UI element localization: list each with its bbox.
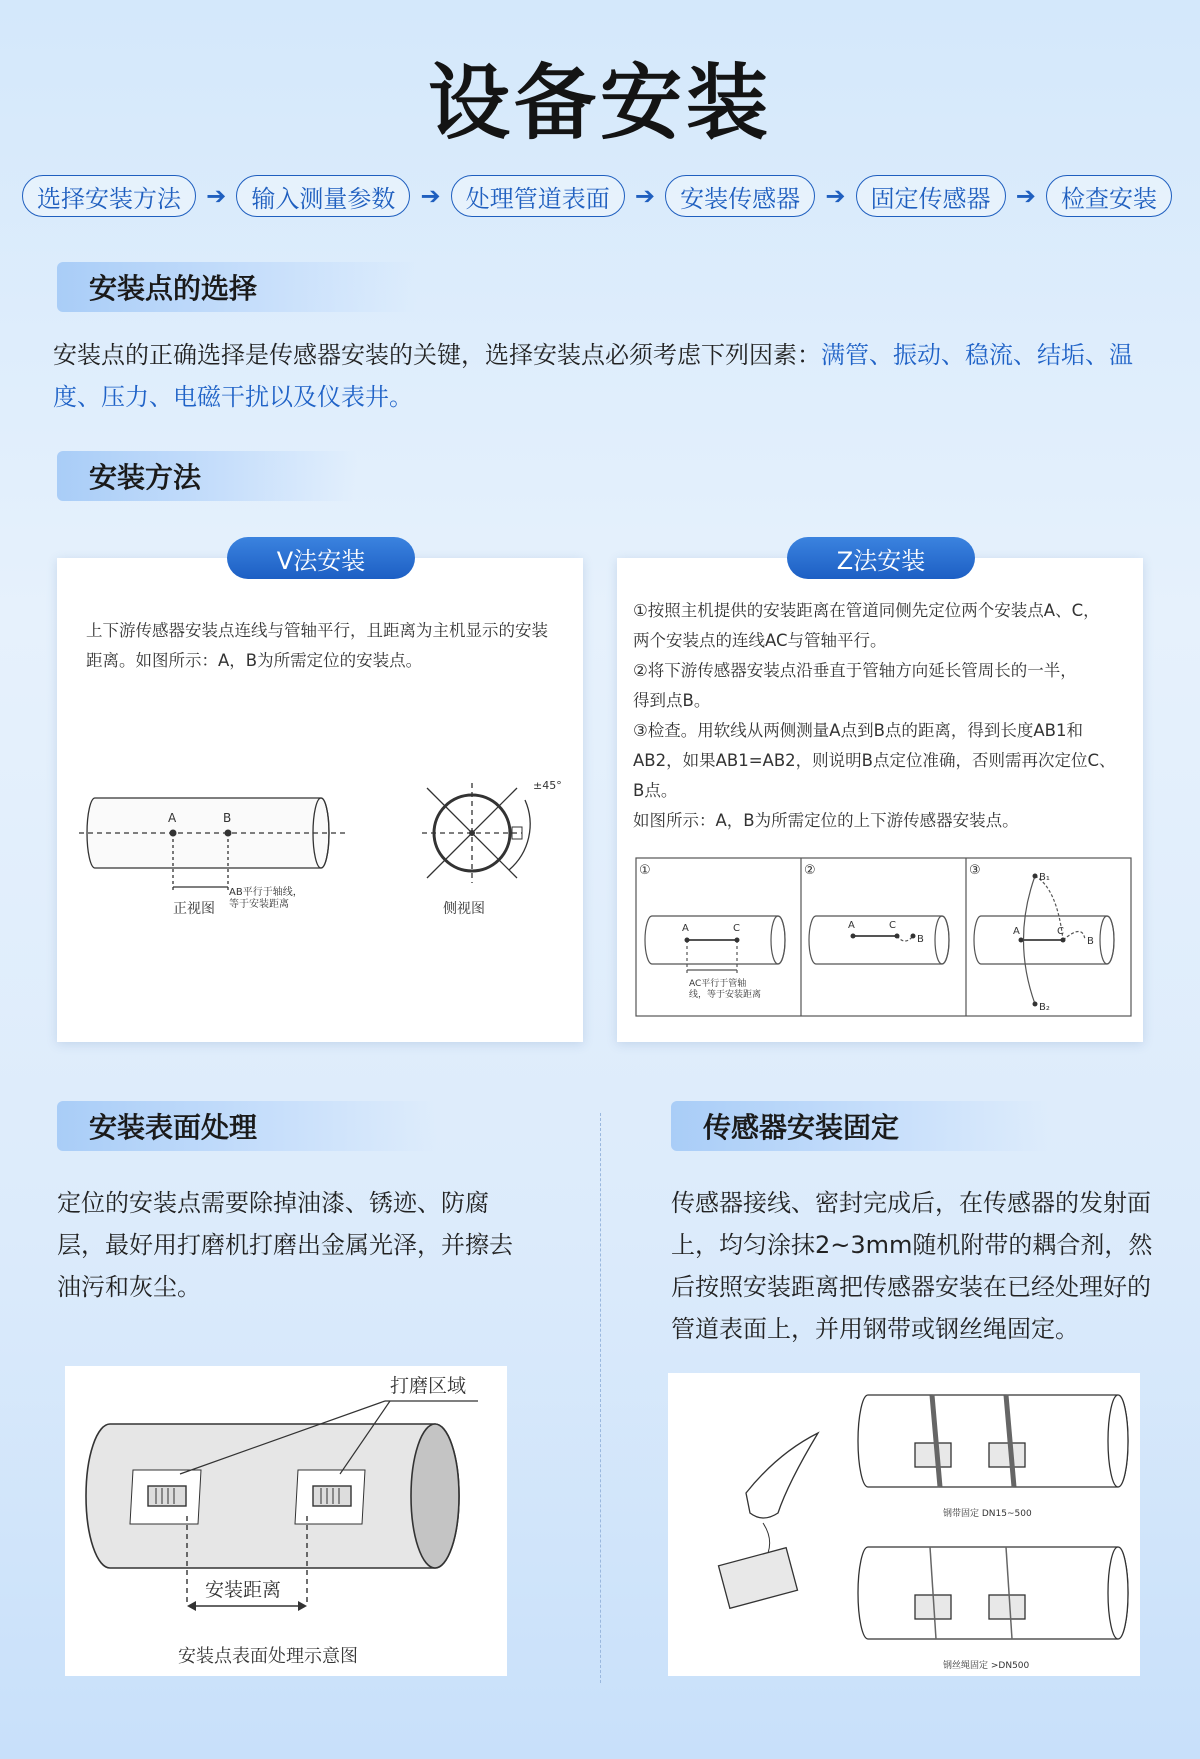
z-line-5: ③检查。用软线从两侧测量A点到B点的距离，得到长度AB1和 [633,721,1084,740]
side-center-marker [469,830,475,836]
z-p3-a: A [1013,926,1020,937]
step-fix-sensor: 固定传感器 [856,175,1006,217]
z-p1-a: A [682,923,689,934]
v-note-line1: AB平行于轴线， [229,887,303,898]
z-p1-a-marker [685,938,690,943]
distance-label: 安装距离 [205,1579,282,1601]
z-line-8: 如图所示：A，B为所需定位的上下游传感器安装点。 [633,811,1019,830]
step-input-params: 输入测量参数 [236,175,410,217]
point-b-marker [225,830,232,837]
v-label-b: B [223,811,232,825]
v-method-text: 上下游传感器安装点连线与管轴平行，且距离为主机显示的安装距离。如图所示：A，B为所需定位的安装点。 [86,621,548,670]
z-p1-note-2: 线，等于安装距离 [689,990,762,1000]
v-method-tab: V法安装 [227,537,415,579]
v-side-caption: 侧视图 [443,901,485,917]
section-heading-point-selection: 安装点的选择 [57,262,417,312]
z-method-tab: Z法安装 [787,537,975,579]
z-panel-3-num: ③ [969,863,981,878]
z-method-card [617,558,1143,1042]
surface-figure [65,1366,507,1676]
arrow-right-icon: ➔ [420,182,441,210]
z-line-7: B点。 [633,781,678,800]
z-p2-a: A [848,920,855,931]
z-p3-c-marker [1061,938,1066,943]
z-p3-c: C [1057,926,1064,937]
z-p1-note-1: AC平行于管轴 [689,979,747,989]
z-p2-c: C [889,920,896,931]
step-check: 检查安装 [1046,175,1172,217]
step-choose-method: 选择安装方法 [22,175,196,217]
section-heading-fixing: 传感器安装固定 [671,1101,1051,1151]
z-panel-1-num: ① [639,863,651,878]
z-method-diagram [617,558,1143,1042]
z-panel-2-num: ② [804,863,816,878]
step-install-sensor: 安装传感器 [665,175,815,217]
z-p1-c: C [733,923,740,934]
point-selection-factors: 满管、振动、稳流、结垢、温度、压力、电磁干扰以及仪表井。 [53,341,1133,411]
v-angle-label: ±45° [533,779,562,792]
arrow-right-icon: ➔ [825,182,846,210]
z-line-2: 两个安装点的连线AC与管轴平行。 [633,631,887,650]
z-p3-a-marker [1019,938,1024,943]
step-prepare-surface: 处理管道表面 [451,175,625,217]
page-title: 设备安装 [427,56,772,151]
surface-caption: 安装点表面处理示意图 [178,1646,358,1667]
fixing-text: 传感器接线、密封完成后，在传感器的发射面上，均匀涂抹2~3mm随机附带的耦合剂，然后按照安装距离把传感器安装在已经处理好的管道表面上，并用钢带或钢丝绳固定。 [671,1189,1153,1343]
z-p3-b2-marker [1033,1002,1038,1007]
point-a-marker [170,830,177,837]
z-p3-b2: B₂ [1039,1002,1050,1013]
z-p2-b: B [917,934,924,945]
column-divider [600,1113,601,1683]
arrow-right-icon: ➔ [206,182,227,210]
z-p2-c-marker [895,934,900,939]
fixing-figure [668,1373,1140,1676]
fixing-caption-bottom: 钢丝绳固定 >DN500 [943,1661,1030,1671]
v-front-caption: 正视图 [173,901,215,917]
arrow-right-icon: ➔ [1015,182,1036,210]
z-p3-b1-marker [1033,874,1038,879]
surface-diagram [65,1366,507,1676]
z-line-6: AB2，如果AB1=AB2，则说明B点定位准确，否则需再次定位C、 [633,751,1116,770]
z-p2-a-marker [851,934,856,939]
install-steps [22,175,1172,217]
v-method-card [57,558,583,1042]
z-line-4: 得到点B。 [633,691,711,710]
z-p3-b1: B₁ [1039,872,1050,883]
arrow-right-icon [298,1601,307,1611]
section-heading-surface: 安装表面处理 [57,1101,437,1151]
point-selection-text [53,334,1163,418]
grind-area-label: 打磨区域 [390,1375,467,1397]
z-p2-b-marker [911,934,916,939]
z-line-3: ②将下游传感器安装点沿垂直于管轴方向延长管周长的一半， [633,661,1077,680]
fixing-diagram [668,1373,1140,1676]
section-heading-method: 安装方法 [57,451,357,501]
surface-text: 定位的安装点需要除掉油漆、锈迹、防腐层，最好用打磨机打磨出金属光泽，并擦去油污和灰尘。 [57,1189,513,1301]
z-line-1: ①按照主机提供的安装距离在管道同侧先定位两个安装点A、C， [633,601,1100,620]
v-method-diagram [57,558,583,1042]
z-p3-b: B [1087,936,1094,947]
v-note-line2: 等于安装距离 [229,899,289,910]
arrow-right-icon: ➔ [634,182,656,210]
arrow-left-icon [187,1601,196,1611]
point-selection-plain: 安装点的正确选择是传感器安装的关键，选择安装点必须考虑下列因素： [53,341,821,369]
z-p1-c-marker [735,938,740,943]
fixing-caption-top: 钢带固定 DN15~500 [943,1509,1032,1519]
v-label-a: A [168,811,177,825]
